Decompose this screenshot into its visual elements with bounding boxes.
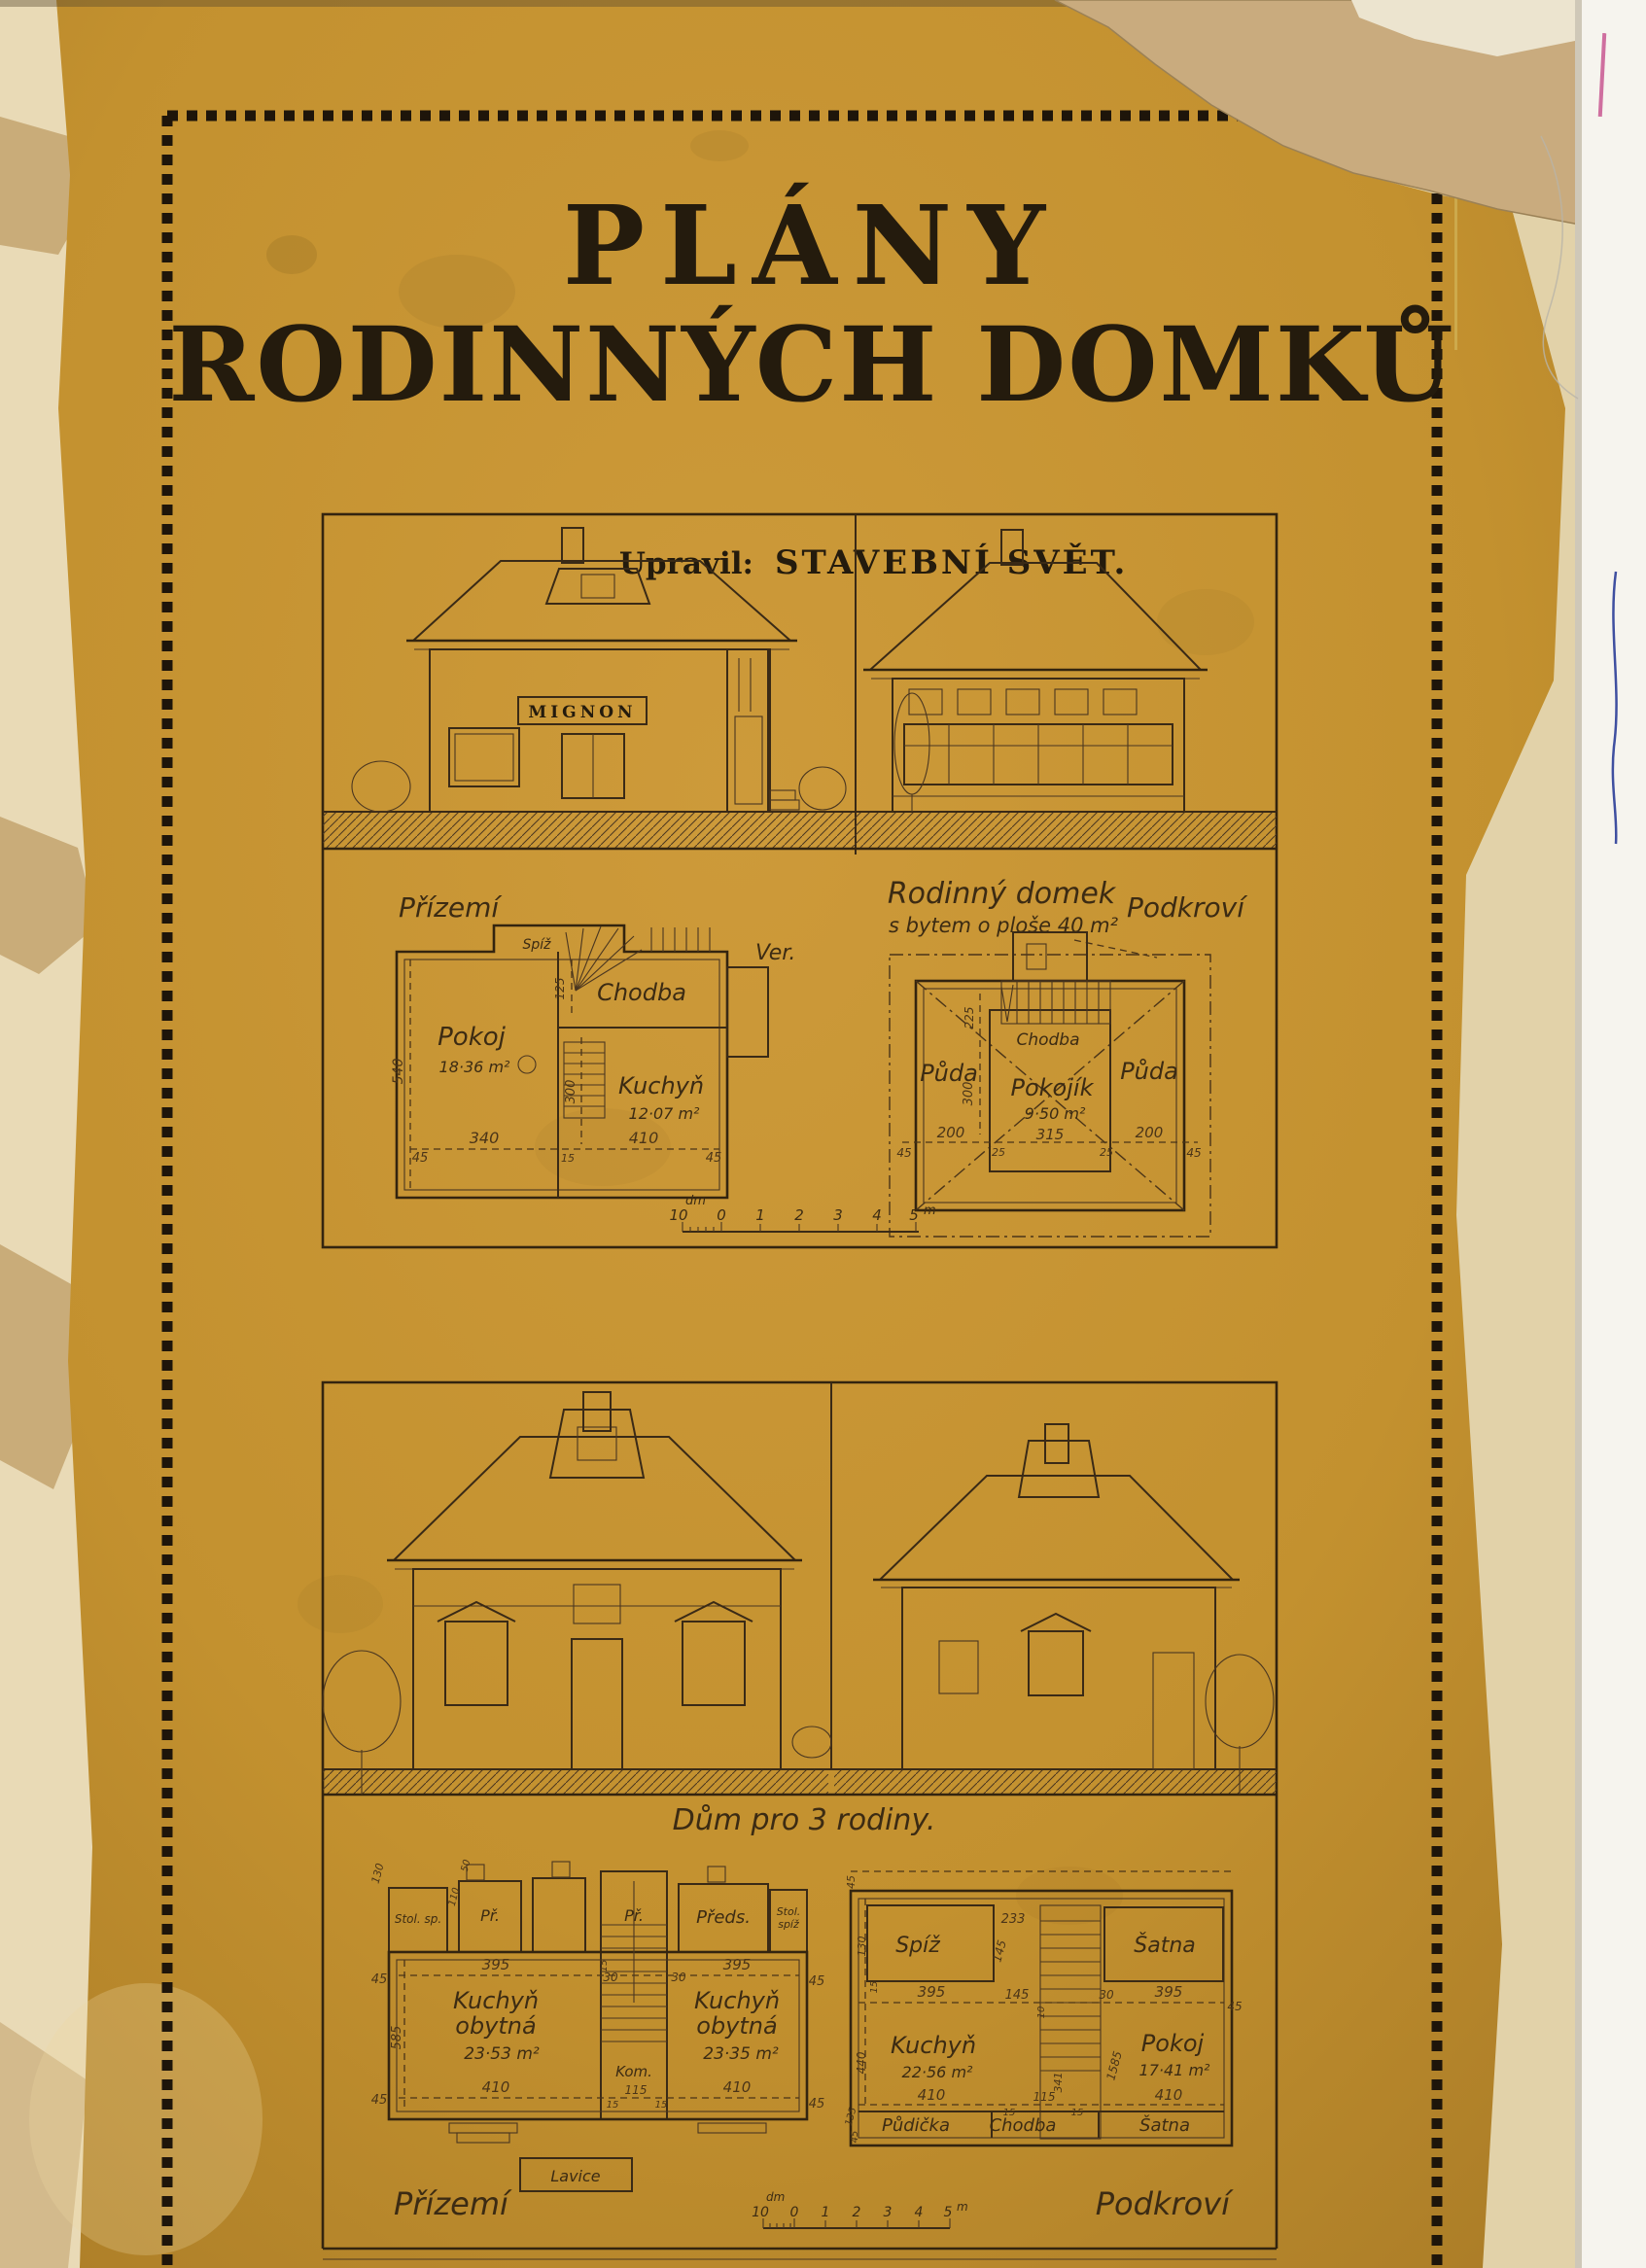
dim: 410 — [722, 2078, 752, 2096]
dim: 395 — [917, 1983, 946, 2001]
scale-0: 0 — [789, 2205, 799, 2220]
plan-caption-line1: Rodinný domek — [887, 877, 1116, 911]
room-stol-spiz-2: spíž — [778, 1918, 799, 1931]
byline-label: Upravil: — [618, 546, 753, 581]
dim: 45 — [370, 2093, 388, 2108]
dim: 25 — [1100, 1146, 1113, 1159]
room-spiz: Spíž — [522, 937, 551, 953]
room-spiz2: Spíž — [895, 1934, 940, 1958]
plan-caption-line2: s bytem o ploše 40 m² — [888, 914, 1119, 937]
dim: 45 — [370, 1972, 388, 1987]
scale-2: 2 — [794, 1206, 804, 1224]
scale-10: 10 — [752, 2205, 769, 2220]
dim: 125 — [553, 977, 567, 1000]
room-pokoj2-area: 17·41 m² — [1138, 2061, 1210, 2079]
room-kuchyn3-area: 22·56 m² — [901, 2063, 973, 2081]
room-kuchyn1-area: 23·53 m² — [464, 2044, 540, 2064]
dim: 115 — [1033, 2090, 1056, 2104]
scale-4: 4 — [914, 2205, 924, 2220]
dim: 15 — [1002, 2108, 1016, 2118]
dim: 130 — [368, 1862, 387, 1885]
room-veranda: Ver. — [755, 941, 796, 965]
dim: 233 — [1000, 1912, 1026, 1927]
byline-publisher: STAVEBNÍ SVĚT. — [775, 543, 1129, 582]
room-kuchyn2b: obytná — [696, 2012, 778, 2040]
room-pudicka: Půdička — [881, 2115, 951, 2136]
scale-4: 4 — [872, 1206, 882, 1224]
dim: 395 — [481, 1956, 510, 1973]
dim: 200 — [1135, 1124, 1164, 1141]
room-puda-left: Půda — [920, 1060, 978, 1087]
room-chodba: Chodba — [597, 979, 686, 1006]
scale-1: 1 — [755, 1206, 765, 1224]
white-page-strip — [1582, 0, 1646, 2268]
dim: 15 — [599, 1959, 610, 1972]
dim: 395 — [1154, 1983, 1183, 2001]
dim: 130 — [856, 1936, 868, 1957]
room-pokojik: Pokojík — [1010, 1074, 1094, 1101]
dim: 395 — [722, 1956, 752, 1973]
dim: 15 — [1070, 2108, 1084, 2118]
dim: 341 — [1052, 2072, 1065, 2093]
dim: 440 — [855, 2051, 868, 2075]
room-chodba-attic: Chodba — [1016, 1030, 1080, 1050]
dim: 300 — [962, 1081, 976, 1106]
room-satna-bottom: Šatna — [1139, 2115, 1190, 2136]
floor-label-attic: Podkroví — [1127, 891, 1244, 924]
room-stol-sp: Stol. sp. — [394, 1912, 442, 1926]
dim: 145 — [1004, 1988, 1030, 2003]
dim: 10 — [1036, 2006, 1047, 2019]
dim: 410 — [1154, 2086, 1183, 2104]
dim: 45 — [808, 2097, 825, 2111]
dim: 15 — [869, 1980, 880, 1994]
dim: 300 — [564, 1079, 578, 1104]
scale-3: 3 — [833, 1206, 843, 1224]
dim: 30 — [671, 1971, 686, 1984]
dim: 15 — [561, 1152, 575, 1165]
dim: 145 — [990, 1938, 1009, 1964]
floor-label-ground: Přízemí — [399, 891, 500, 924]
dim: 410 — [481, 2078, 510, 2096]
room-kuchyn: Kuchyň — [617, 1072, 705, 1099]
dim: 225 — [963, 1006, 976, 1029]
scale-5: 5 — [909, 1206, 919, 1224]
dim: 540 — [391, 1058, 406, 1085]
room-pokoj: Pokoj — [438, 1023, 506, 1052]
floor-label-attic2: Podkroví — [1095, 2185, 1230, 2222]
dim: 315 — [1035, 1126, 1065, 1143]
room-chodba2: Chodba — [989, 2115, 1057, 2136]
room-lavice: Lavice — [550, 2167, 601, 2185]
dim: 585 — [390, 2025, 404, 2050]
dim: 45 — [705, 1151, 722, 1166]
dim: 45 — [850, 2130, 860, 2144]
scale-3: 3 — [883, 2205, 893, 2220]
dim: 340 — [469, 1129, 500, 1147]
ground-hatch — [323, 812, 1277, 849]
top-edge-shadow — [0, 0, 1113, 7]
dim: 15 — [654, 2100, 668, 2111]
room-pokoj2: Pokoj — [1140, 2030, 1205, 2057]
cover-title-line2: RODINNÝCH DOMKŮ — [168, 303, 1455, 425]
house-sign: MIGNON — [528, 703, 637, 722]
dim: 410 — [628, 1129, 659, 1147]
scale-unit-dm: dm — [766, 2190, 786, 2204]
scale-1: 1 — [821, 2205, 830, 2220]
room-kuchyn1b: obytná — [455, 2012, 537, 2040]
room-kuchyn3: Kuchyň — [890, 2032, 977, 2059]
scale-0: 0 — [717, 1206, 726, 1224]
dim: 25 — [992, 1146, 1005, 1159]
dim: 15 — [606, 2100, 619, 2111]
room-kuchyn2-area: 23·35 m² — [703, 2044, 779, 2064]
room-kuchyn-area: 12·07 m² — [628, 1104, 700, 1123]
dim: 135 — [843, 2106, 859, 2127]
room-pr1: Př. — [480, 1906, 500, 1925]
dim: 1585 — [1103, 2049, 1125, 2082]
dim: 200 — [936, 1124, 965, 1141]
room-satna-top: Šatna — [1134, 1934, 1196, 1958]
dim: 45 — [896, 1146, 912, 1160]
scale-unit-m: m — [924, 1204, 936, 1218]
dim: 30 — [1099, 1988, 1114, 2002]
worn-patch — [29, 1983, 263, 2255]
cover-title-line1: PLÁNY — [562, 183, 1062, 310]
dim: 45 — [1186, 1146, 1202, 1160]
dim: 45 — [808, 1974, 825, 1989]
room-kom: Kom. — [615, 2063, 652, 2080]
floor-label-ground2: Přízemí — [394, 2185, 508, 2222]
dim: 30 — [603, 1971, 618, 1984]
scale-unit-dm: dm — [685, 1194, 706, 1208]
dim: 410 — [917, 2086, 946, 2104]
room-puda-right: Půda — [1120, 1058, 1178, 1085]
panel2-caption: Dům pro 3 rodiny. — [672, 1803, 936, 1837]
room-stol-spiz-1: Stol. — [776, 1905, 801, 1918]
dim: 45 — [1227, 2000, 1243, 2013]
dim: 50 — [459, 1858, 473, 1873]
room-kuchyn2: Kuchyň — [693, 1987, 781, 2014]
room-pokoj-area: 18·36 m² — [438, 1058, 510, 1076]
room-pokojik-area: 9·50 m² — [1024, 1104, 1086, 1123]
dim: 45 — [411, 1151, 429, 1166]
dim: 115 — [624, 2083, 648, 2097]
room-kuchyn1: Kuchyň — [452, 1987, 540, 2014]
scale-unit-m: m — [957, 2200, 968, 2214]
page-edge-shadow — [1575, 0, 1583, 2268]
room-pr2: Př. — [624, 1906, 644, 1925]
room-preds: Předs. — [696, 1907, 751, 1928]
dim: 110 — [446, 1886, 463, 1907]
scale-10: 10 — [669, 1206, 688, 1224]
scale-5: 5 — [943, 2205, 953, 2220]
dim: 45 — [845, 1875, 858, 1889]
scale-2: 2 — [852, 2205, 861, 2220]
